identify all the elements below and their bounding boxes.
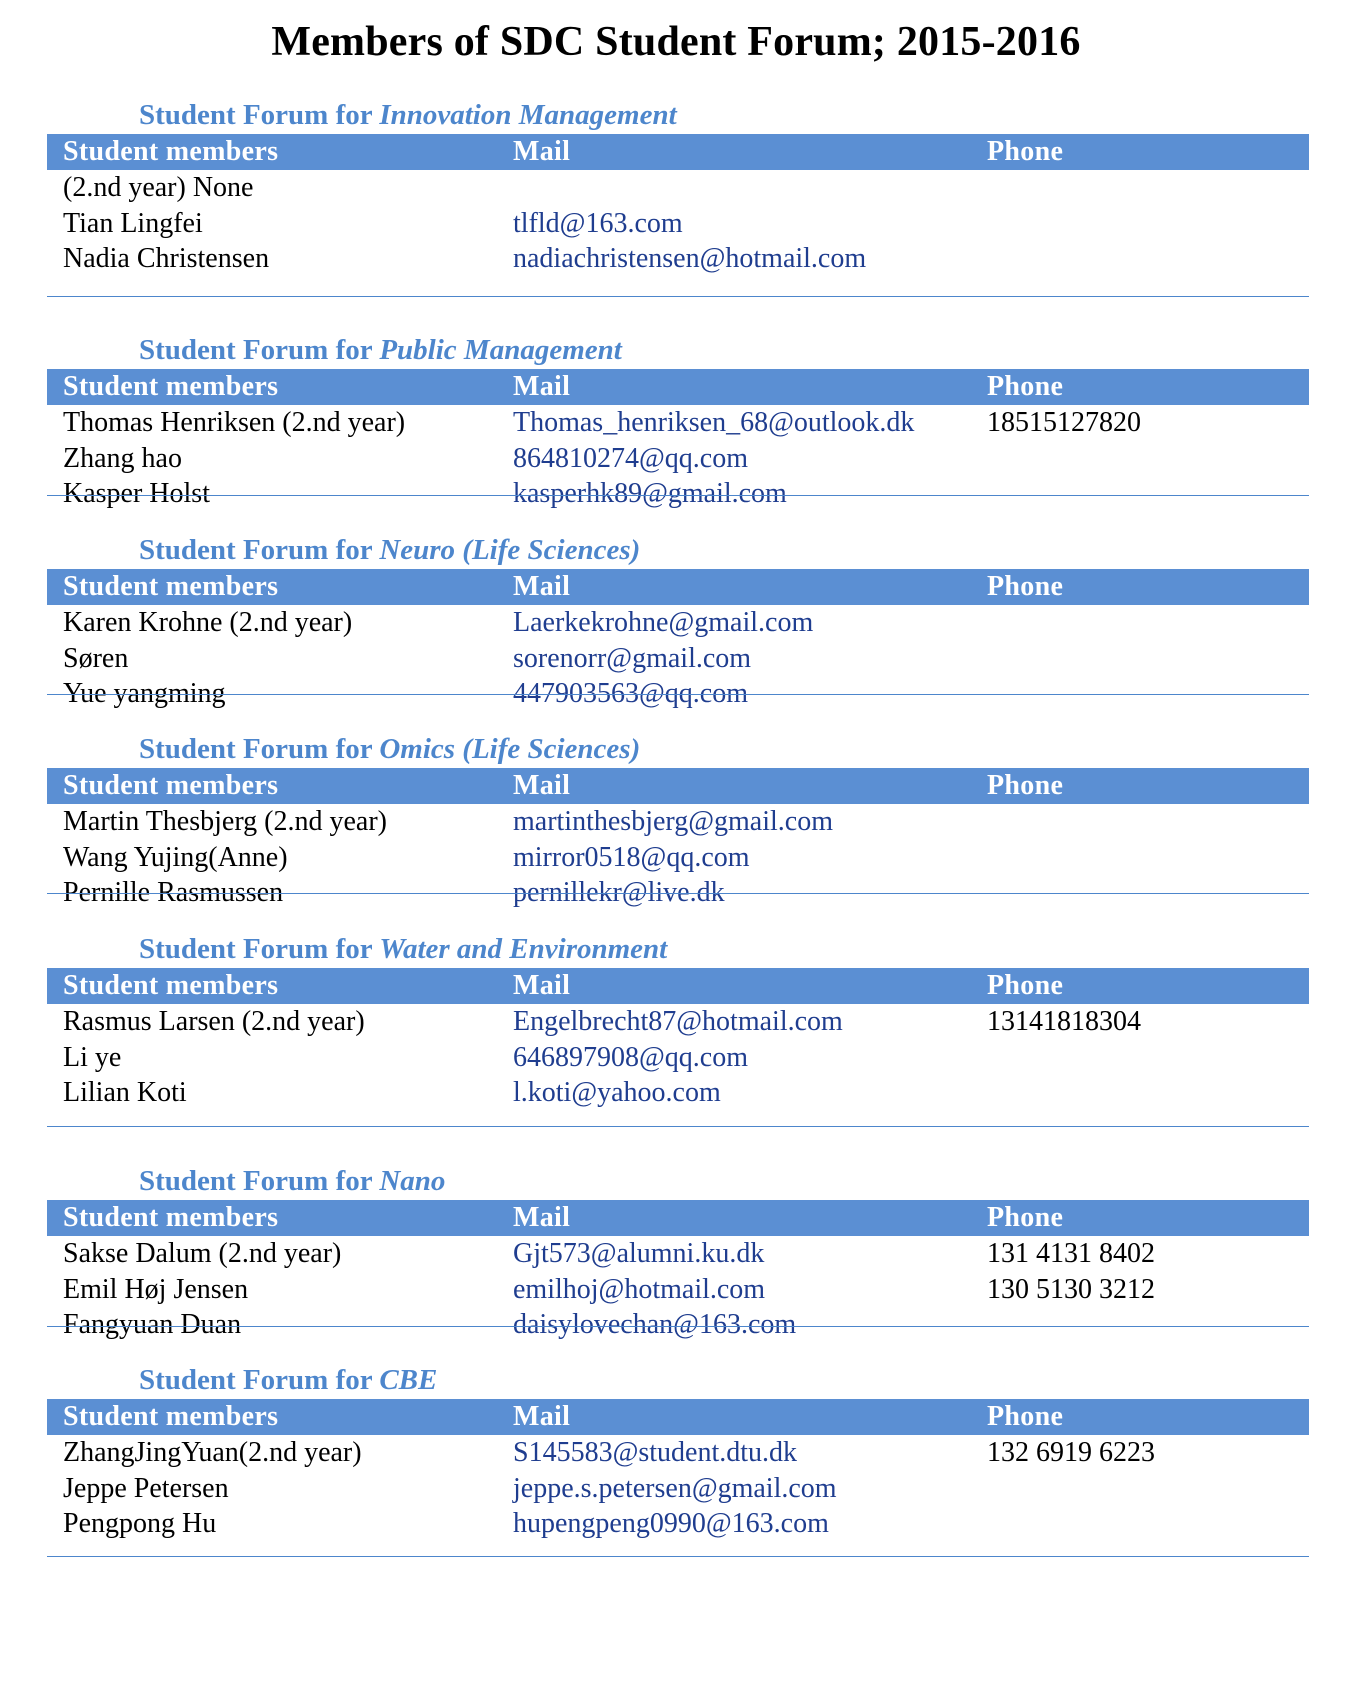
section-title-prefix: Student Forum for bbox=[139, 534, 380, 566]
member-phone: 132 6919 6223 bbox=[987, 1437, 1155, 1468]
member-mail[interactable]: emilhoj@hotmail.com bbox=[513, 1273, 766, 1305]
header-phone: Phone bbox=[987, 1401, 1064, 1432]
member-name: Emil Høj Jensen bbox=[63, 1273, 249, 1305]
table-row bbox=[47, 840, 1309, 876]
section-title-name: Public Management bbox=[379, 334, 622, 366]
member-mail[interactable]: l.koti@yahoo.com bbox=[513, 1077, 721, 1108]
member-mail[interactable]: jeppe.s.petersen@gmail.com bbox=[513, 1472, 837, 1504]
table-row bbox=[47, 1236, 1309, 1272]
table-row bbox=[47, 1307, 1309, 1343]
table-row bbox=[47, 641, 1309, 677]
member-mail[interactable]: pernillekr@live.dk bbox=[513, 877, 725, 908]
member-name: Lilian Koti bbox=[63, 1077, 187, 1108]
forum-section bbox=[47, 1361, 1309, 1542]
section-title-name: Water and Environment bbox=[379, 933, 668, 965]
table-header bbox=[47, 968, 1309, 1004]
header-phone: Phone bbox=[987, 371, 1064, 402]
table-header bbox=[47, 768, 1309, 804]
table-row bbox=[47, 405, 1309, 441]
table-row bbox=[47, 241, 1309, 277]
member-name: Li ye bbox=[63, 1041, 122, 1073]
member-mail[interactable]: mirror0518@qq.com bbox=[513, 841, 750, 873]
page-title: Members of SDC Student Forum; 2015-2016 bbox=[271, 19, 1081, 65]
table-row bbox=[47, 1075, 1309, 1111]
member-mail[interactable]: martinthesbjerg@gmail.com bbox=[513, 806, 833, 837]
member-mail[interactable]: nadiachristensen@hotmail.com bbox=[513, 243, 867, 274]
member-mail[interactable]: Engelbrecht87@hotmail.com bbox=[513, 1006, 843, 1037]
header-phone: Phone bbox=[987, 136, 1064, 167]
member-mail[interactable]: Thomas_henriksen_68@outlook.dk bbox=[513, 407, 915, 438]
section-title bbox=[139, 730, 1309, 768]
forum-section bbox=[47, 531, 1309, 712]
section-title bbox=[139, 331, 1309, 369]
header-mail: Mail bbox=[513, 970, 571, 1001]
header-phone: Phone bbox=[987, 970, 1064, 1001]
section-title-prefix: Student Forum for bbox=[139, 933, 380, 965]
forum-section bbox=[47, 730, 1309, 911]
section-divider bbox=[47, 296, 1309, 297]
header-phone: Phone bbox=[987, 770, 1064, 801]
section-title-prefix: Student Forum for bbox=[139, 733, 380, 765]
member-mail[interactable]: S145583@student.dtu.dk bbox=[513, 1437, 798, 1468]
forum-section bbox=[47, 930, 1309, 1111]
table-row bbox=[47, 1471, 1309, 1507]
forum-section bbox=[47, 1162, 1309, 1343]
member-mail[interactable]: Laerkekrohne@gmail.com bbox=[513, 607, 814, 638]
member-phone: 18515127820 bbox=[987, 407, 1141, 438]
member-mail[interactable]: sorenorr@gmail.com bbox=[513, 642, 752, 674]
member-phone: 13141818304 bbox=[987, 1006, 1141, 1037]
table-row bbox=[47, 441, 1309, 477]
member-mail[interactable]: hupengpeng0990@163.com bbox=[513, 1508, 829, 1539]
member-mail[interactable]: 447903563@qq.com bbox=[513, 678, 748, 709]
header-members: Student members bbox=[63, 571, 279, 602]
section-divider bbox=[47, 1126, 1309, 1127]
header-phone: Phone bbox=[987, 1202, 1064, 1233]
table-row bbox=[47, 1272, 1309, 1308]
member-mail[interactable]: 864810274@qq.com bbox=[513, 442, 748, 474]
member-name: Tian Lingfei bbox=[63, 207, 203, 239]
section-title bbox=[139, 930, 1309, 968]
header-members: Student members bbox=[63, 136, 279, 167]
member-name: Thomas Henriksen (2.nd year) bbox=[63, 407, 406, 438]
member-mail[interactable]: 646897908@qq.com bbox=[513, 1041, 748, 1073]
section-title-name: Neuro (Life Sciences) bbox=[379, 534, 641, 566]
header-members: Student members bbox=[63, 1401, 279, 1432]
section-divider bbox=[47, 1556, 1309, 1557]
table-row bbox=[47, 1435, 1309, 1471]
table-row bbox=[47, 1040, 1309, 1076]
member-phone: 131 4131 8402 bbox=[987, 1238, 1155, 1269]
section-title-name: Innovation Management bbox=[379, 99, 677, 131]
section-title bbox=[139, 1162, 1309, 1200]
table-row bbox=[47, 1506, 1309, 1542]
header-mail: Mail bbox=[513, 136, 571, 167]
header-members: Student members bbox=[63, 970, 279, 1001]
section-title-prefix: Student Forum for bbox=[139, 1165, 380, 1197]
member-name: Sakse Dalum (2.nd year) bbox=[63, 1238, 342, 1269]
section-divider bbox=[47, 495, 1309, 496]
member-mail[interactable]: daisylovechan@163.com bbox=[513, 1309, 797, 1340]
member-name: Yue yangming bbox=[63, 678, 226, 709]
member-name: Fangyuan Duan bbox=[63, 1309, 242, 1340]
table-row bbox=[47, 605, 1309, 641]
member-name: Kasper Holst bbox=[63, 478, 210, 509]
header-mail: Mail bbox=[513, 1401, 571, 1432]
section-title bbox=[139, 531, 1309, 569]
section-divider bbox=[47, 1326, 1309, 1327]
header-phone: Phone bbox=[987, 571, 1064, 602]
header-members: Student members bbox=[63, 770, 279, 801]
member-name: Rasmus Larsen (2.nd year) bbox=[63, 1006, 365, 1037]
header-mail: Mail bbox=[513, 371, 571, 402]
section-title-name: Omics (Life Sciences) bbox=[379, 733, 641, 765]
member-name: Nadia Christensen bbox=[63, 243, 270, 274]
header-mail: Mail bbox=[513, 1202, 571, 1233]
member-name: Pernille Rasmussen bbox=[63, 877, 284, 908]
member-name: Zhang hao bbox=[63, 442, 182, 474]
section-title bbox=[139, 96, 1309, 134]
table-row bbox=[47, 804, 1309, 840]
section-divider bbox=[47, 694, 1309, 695]
section-title-name: CBE bbox=[379, 1364, 438, 1396]
member-name: Karen Krohne (2.nd year) bbox=[63, 607, 353, 638]
section-title-prefix: Student Forum for bbox=[139, 99, 380, 131]
table-header bbox=[47, 1399, 1309, 1435]
member-name: Martin Thesbjerg (2.nd year) bbox=[63, 806, 387, 837]
member-mail[interactable]: Gjt573@alumni.ku.dk bbox=[513, 1238, 765, 1269]
section-divider bbox=[47, 893, 1309, 894]
section-title-name: Nano bbox=[379, 1165, 446, 1197]
section-title bbox=[139, 1361, 1309, 1399]
table-row bbox=[47, 170, 1309, 206]
forum-section bbox=[47, 96, 1309, 277]
section-title-prefix: Student Forum for bbox=[139, 334, 380, 366]
member-phone: 130 5130 3212 bbox=[987, 1273, 1155, 1305]
member-name: Søren bbox=[63, 642, 129, 674]
section-title-prefix: Student Forum for bbox=[139, 1364, 380, 1396]
member-name: (2.nd year) None bbox=[63, 172, 254, 203]
member-name: Wang Yujing(Anne) bbox=[63, 841, 288, 873]
member-mail[interactable]: tlfld@163.com bbox=[513, 207, 683, 239]
table-header bbox=[47, 134, 1309, 170]
member-mail[interactable]: kasperhk89@gmail.com bbox=[513, 478, 787, 509]
table-header bbox=[47, 1200, 1309, 1236]
table-row bbox=[47, 476, 1309, 512]
table-row bbox=[47, 206, 1309, 242]
member-name: ZhangJingYuan(2.nd year) bbox=[63, 1437, 362, 1468]
table-header bbox=[47, 569, 1309, 605]
header-members: Student members bbox=[63, 371, 279, 402]
header-mail: Mail bbox=[513, 770, 571, 801]
table-row bbox=[47, 1004, 1309, 1040]
forum-section bbox=[47, 331, 1309, 512]
header-mail: Mail bbox=[513, 571, 571, 602]
member-name: Jeppe Petersen bbox=[63, 1472, 229, 1504]
table-header bbox=[47, 369, 1309, 405]
header-members: Student members bbox=[63, 1202, 279, 1233]
member-name: Pengpong Hu bbox=[63, 1508, 217, 1539]
